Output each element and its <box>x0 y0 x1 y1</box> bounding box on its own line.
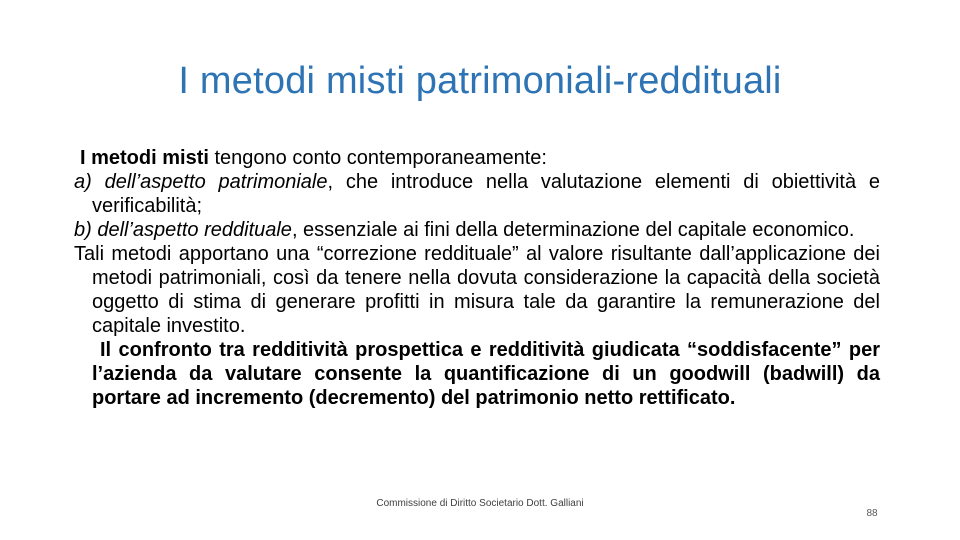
item-a-text: , che introduce nella valutazione elementi di obiettività e verificabilità; <box>92 171 880 217</box>
confronto-paragraph: Il confronto tra redditività prospettica e redditività giudicata “soddisfacente” per l’azienda da valutare consente la quantificazione di un goodwill (badwill) da portare ad incremento (decremento) del patrimonio netto rettificato. <box>92 339 880 409</box>
intro-paragraph <box>74 146 880 170</box>
slide-body <box>74 146 880 410</box>
tali-paragraph: Tali metodi apportano una “correzione reddituale” al valore risultante dall’applicazione dei metodi patrimoniali, così da tenere nella dovuta considerazione la capacità della società oggetto di stima di generare profitti in misura tale da garantire la remunerazione del capitale investito. <box>74 243 880 337</box>
item-b-text: , essenziale ai fini della determinazione del capitale economico. <box>291 219 855 241</box>
intro-bold: I metodi misti <box>80 147 209 169</box>
item-b-italic: dell’aspetto reddituale <box>91 219 292 241</box>
list-item-b <box>74 218 880 242</box>
page-number: 88 <box>866 508 878 519</box>
slide-title: I metodi misti patrimoniali-reddituali <box>178 60 782 102</box>
list-marker-a: a) <box>74 171 92 193</box>
item-a-italic: dell’aspetto patrimoniale <box>91 171 328 193</box>
slide-footer: Commissione di Diritto Societario Dott. Galliani <box>376 498 584 509</box>
intro-text: tengono conto contemporaneamente: <box>208 147 547 169</box>
list-marker-b: b) <box>74 219 92 241</box>
list-item-a <box>74 170 880 218</box>
